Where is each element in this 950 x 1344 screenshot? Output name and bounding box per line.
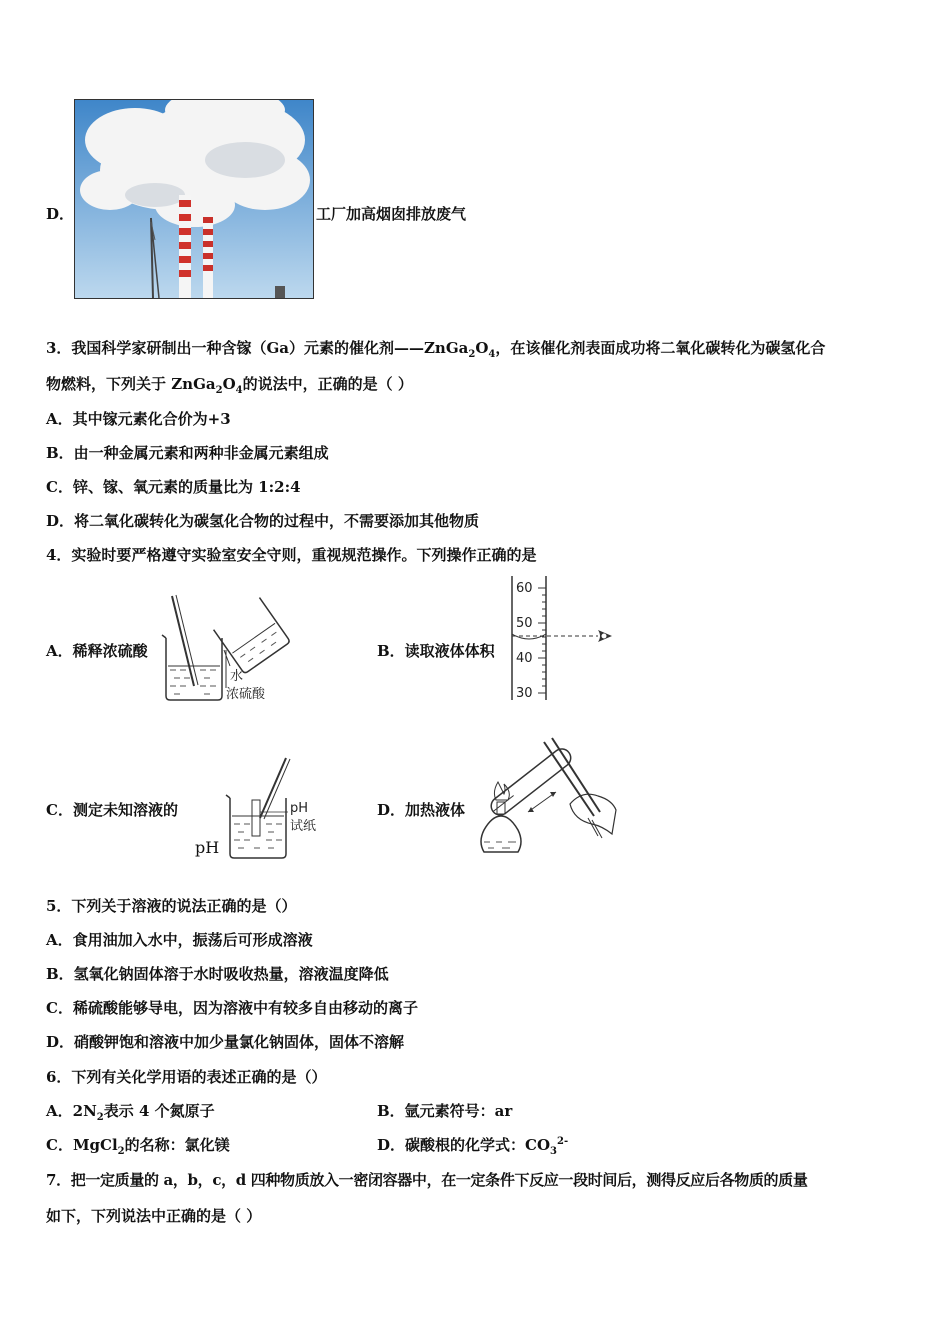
q3-option-d: D．将二氧化碳转化为碳氢化合物的过程中，不需要添加其他物质 [46,512,480,530]
q3-stem-line2: 物燃料，下列关于 $ZnGa_2O_4$的说法中，正确的是（ ） [46,375,413,396]
q6-option-b: B．氩元素符号：ar [377,1102,513,1120]
q2-option-d-text: 工厂加高烟囱排放废气 [316,205,467,223]
q4-option-c: C．测定未知溶液的 [46,801,178,819]
q5-option-c: C．稀硫酸能够导电，因为溶液中有较多自由移动的离子 [46,999,418,1017]
cylinder-tick-40: 40 [516,651,533,666]
q4-option-b: B．读取液体体积 [377,642,495,660]
q5-option-a: A．食用油加入水中，振荡后可形成溶液 [46,931,313,949]
q6-option-a: A．$2N_2$表示 4 个氮原子 [46,1102,215,1123]
q7-stem-line2: 如下，下列说法中正确的是（ ） [46,1207,262,1225]
fig-c-paper-label: 试纸 [290,819,317,834]
cylinder-tick-50: 50 [516,616,533,631]
q7-stem-line1: 7．把一定质量的 a，b，c，d 四种物质放入一密闭容器中，在一定条件下反应一段时间后，测得反应后各物质的质量 [46,1171,808,1189]
fig-a-acid-label: 浓硫酸 [226,687,266,702]
q4-option-d: D．加热液体 [377,801,466,819]
cylinder-tick-60: 60 [516,581,533,596]
q4-stem: 4．实验时要严格遵守实验室安全守则，重视规范操作。下列操作正确的是 [46,546,537,564]
q6-option-c: C．MgCl$_2$的名称：氯化镁 [46,1136,230,1157]
q4-option-a: A．稀释浓硫酸 [46,642,148,660]
q3-stem-line1: 3．我国科学家研制出一种含镓（Ga）元素的催化剂$——ZnGa_2O_4$，在该催化剂表面成功将二氧化碳转化为碳氢化合 [46,339,826,360]
q5-option-d: D．硝酸钾饱和溶液中加少量氯化钠固体，固体不溶解 [46,1033,405,1051]
ph-test-figure [222,754,332,862]
smokestack-photo [74,99,314,299]
q5-stem: 5．下列关于溶液的说法正确的是（） [46,897,297,915]
diluting-acid-figure [160,590,300,705]
q3-option-a: A．其中镓元素化合价为+3 [46,410,231,428]
q3-option-c: C．锌、镓、氧元素的质量比为 1:2:4 [46,478,301,496]
q3-option-b: B．由一种金属元素和两种非金属元素组成 [46,444,329,462]
fig-c-ph-label: pH [290,801,309,816]
q4-option-c-ph: pH [195,838,220,857]
heating-liquid-figure [470,734,618,860]
q5-option-b: B．氢氧化钠固体溶于水时吸收热量，溶液温度降低 [46,965,389,983]
q6-stem: 6．下列有关化学用语的表述正确的是（） [46,1068,327,1086]
graduated-cylinder-figure [508,574,618,702]
cylinder-tick-30: 30 [516,686,533,701]
fig-a-water-label: 水 [230,669,244,684]
q2-option-d-letter: D． [46,205,75,223]
q6-option-d: D．碳酸根的化学式：$CO_3^{2-}$ [377,1136,569,1157]
